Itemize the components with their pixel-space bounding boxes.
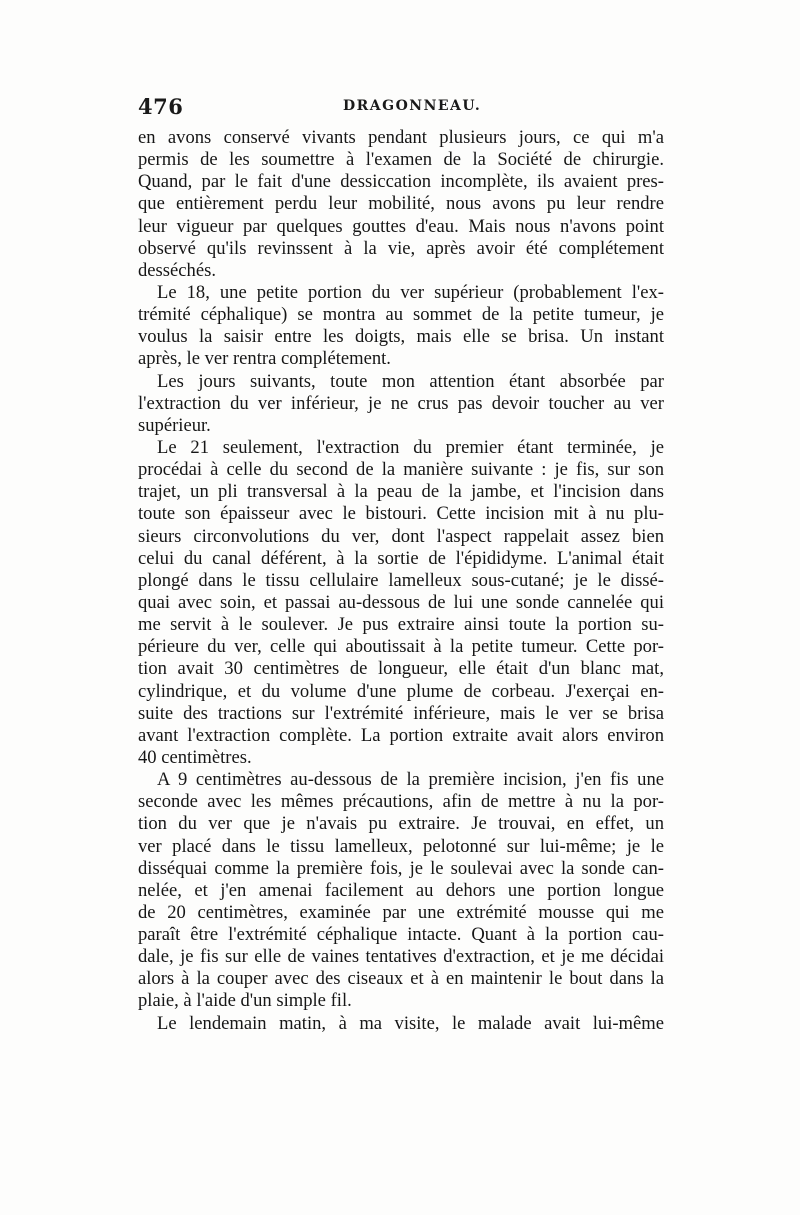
- text-line: quai avec soin, et passai au-dessous de lui une sonde cannelée qui: [138, 591, 664, 613]
- text-line: en avons conservé vivants pendant plusieurs jours, ce qui m'a: [138, 127, 664, 148]
- text-line: leur vigueur par quelques gouttes d'eau. Mais nous n'avons point: [138, 215, 664, 237]
- text-line: tion avait 30 centimètres de longueur, elle était d'un blanc mat,: [138, 658, 664, 680]
- text-line: procédai à celle du second de la manière suivante : je fis, sur son: [138, 459, 664, 481]
- text-line: périeure du ver, celle qui aboutissait à la petite tumeur. Cette por-: [138, 636, 664, 658]
- text-line: celui du canal déférent, à la sortie de l'épididyme. L'animal était: [138, 547, 664, 569]
- text-line: ver placé dans le tissu lamelleux, pelotonné sur lui-même; je le: [138, 835, 664, 857]
- text-line: suite des tractions sur l'extrémité inférieure, mais le ver se brisa: [138, 702, 664, 724]
- text-line: cylindrique, et du volume d'une plume de corbeau. J'exerçai en-: [138, 680, 664, 702]
- text-line: après, le ver rentra complétement.: [138, 348, 391, 370]
- text-line: A 9 centimètres au-dessous de la première incision, j'en fis une: [157, 769, 664, 791]
- text-line: Quand, par le fait d'une dessiccation incomplète, ils avaient pres-: [138, 171, 664, 193]
- page-number: 476: [138, 94, 184, 119]
- text-line: tion du ver que je n'avais pu extraire. Je trouvai, en effet, un: [138, 813, 664, 835]
- text-line: Le 18, une petite portion du ver supérieur (probablement l'ex-: [157, 281, 664, 303]
- text-line: paraît être l'extrémité céphalique intacte. Quant à la portion cau-: [138, 924, 664, 946]
- running-head: DRAGONNEAU.: [343, 98, 482, 114]
- body-text: [138, 127, 664, 1035]
- text-line: l'extraction du ver inférieur, je ne crus pas devoir toucher au ver: [138, 392, 664, 414]
- text-line: Le lendemain matin, à ma visite, le malade avait lui-même: [157, 1012, 664, 1034]
- text-line: Les jours suivants, toute mon attention étant absorbée par: [157, 370, 664, 392]
- text-line: supérieur.: [138, 414, 211, 436]
- text-line: permis de les soumettre à l'examen de la Société de chirurgie.: [138, 149, 664, 171]
- text-line: que entièrement perdu leur mobilité, nous avons pu leur rendre: [138, 193, 664, 215]
- text-line: Le 21 seulement, l'extraction du premier étant terminée, je: [157, 436, 664, 458]
- text-line: avant l'extraction complète. La portion extraite avait alors environ: [138, 724, 664, 746]
- text-line: seconde avec les mêmes précautions, afin de mettre à nu la por-: [138, 791, 664, 813]
- text-line: 40 centimètres.: [138, 746, 252, 768]
- page-header: [138, 94, 664, 124]
- text-line: plongé dans le tissu cellulaire lamelleux sous-cutané; je le dissé-: [138, 569, 664, 591]
- text-line: alors à la couper avec des ciseaux et à en maintenir le bout dans la: [138, 968, 664, 990]
- text-line: de 20 centimètres, examinée par une extrémité mousse qui me: [138, 901, 664, 923]
- text-line: voulus la saisir entre les doigts, mais elle se brisa. Un instant: [138, 326, 664, 348]
- text-line: trajet, un pli transversal à la peau de la jambe, et l'incision dans: [138, 481, 664, 503]
- text-line: dale, je fis sur elle de vaines tentatives d'extraction, et je me décidai: [138, 946, 664, 968]
- text-line: nelée, et j'en amenai facilement au dehors une portion longue: [138, 879, 664, 901]
- text-line: observé qu'ils revinssent à la vie, après avoir été complétement: [138, 237, 664, 259]
- text-line: toute son épaisseur avec le bistouri. Cette incision mit à nu plu-: [138, 503, 664, 525]
- text-line: me servit à le soulever. Je pus extraire ainsi toute la portion su-: [138, 614, 664, 636]
- text-line: sieurs circonvolutions du ver, dont l'aspect rappelait assez bien: [138, 525, 664, 547]
- text-line: plaie, à l'aide d'un simple fil.: [138, 990, 352, 1012]
- text-line: disséquai comme la première fois, je le soulevai avec la sonde can-: [138, 857, 664, 879]
- text-line: trémité céphalique) se montra au sommet de la petite tumeur, je: [138, 304, 664, 326]
- text-line: desséchés.: [138, 259, 216, 281]
